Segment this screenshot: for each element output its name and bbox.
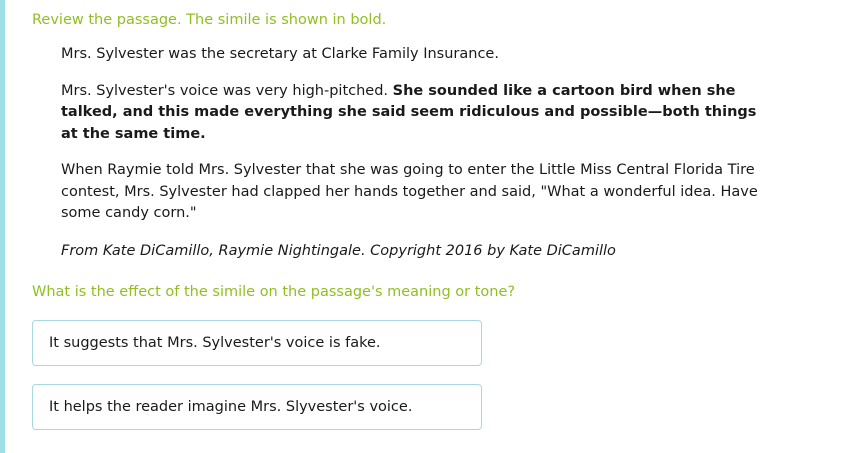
choice-option-2-label: It helps the reader imagine Mrs. Slyvester's voice. xyxy=(49,399,413,415)
paragraph-2-text: Mrs. Sylvester's voice was very high-pitched. xyxy=(61,82,393,99)
choice-option-1-label: It suggests that Mrs. Sylvester's voice is fake. xyxy=(49,335,381,351)
choice-list xyxy=(32,320,848,430)
choice-option-1[interactable] xyxy=(32,320,482,366)
passage-paragraph-3 xyxy=(61,160,761,225)
passage-block xyxy=(61,44,761,262)
choice-option-2[interactable] xyxy=(32,384,482,430)
instruction-text: Review the passage. The simile is shown in bold. xyxy=(32,12,387,28)
paragraph-1-text: Mrs. Sylvester was the secretary at Clarke Family Insurance. xyxy=(61,46,499,62)
content-area xyxy=(32,0,848,448)
paragraph-3-text: When Raymie told Mrs. Sylvester that she was going to enter the Little Miss Central Florida Tire contest, Mrs. Sylvester had clapped her hands together and said, "What a wonderful idea. Have some candy corn." xyxy=(61,162,758,221)
question-text: What is the effect of the simile on the passage's meaning or tone? xyxy=(32,284,516,300)
passage-paragraph-2 xyxy=(61,81,761,146)
passage-citation: From Kate DiCamillo, Raymie Nightingale. Copyright 2016 by Kate DiCamillo xyxy=(61,242,616,259)
simile-text: She sounded like a cartoon bird when she talked, and this made everything she said seem ridiculous and possible—both things at the same time. xyxy=(61,82,757,142)
passage-paragraph-1 xyxy=(61,44,761,66)
left-accent-rail xyxy=(0,0,5,453)
